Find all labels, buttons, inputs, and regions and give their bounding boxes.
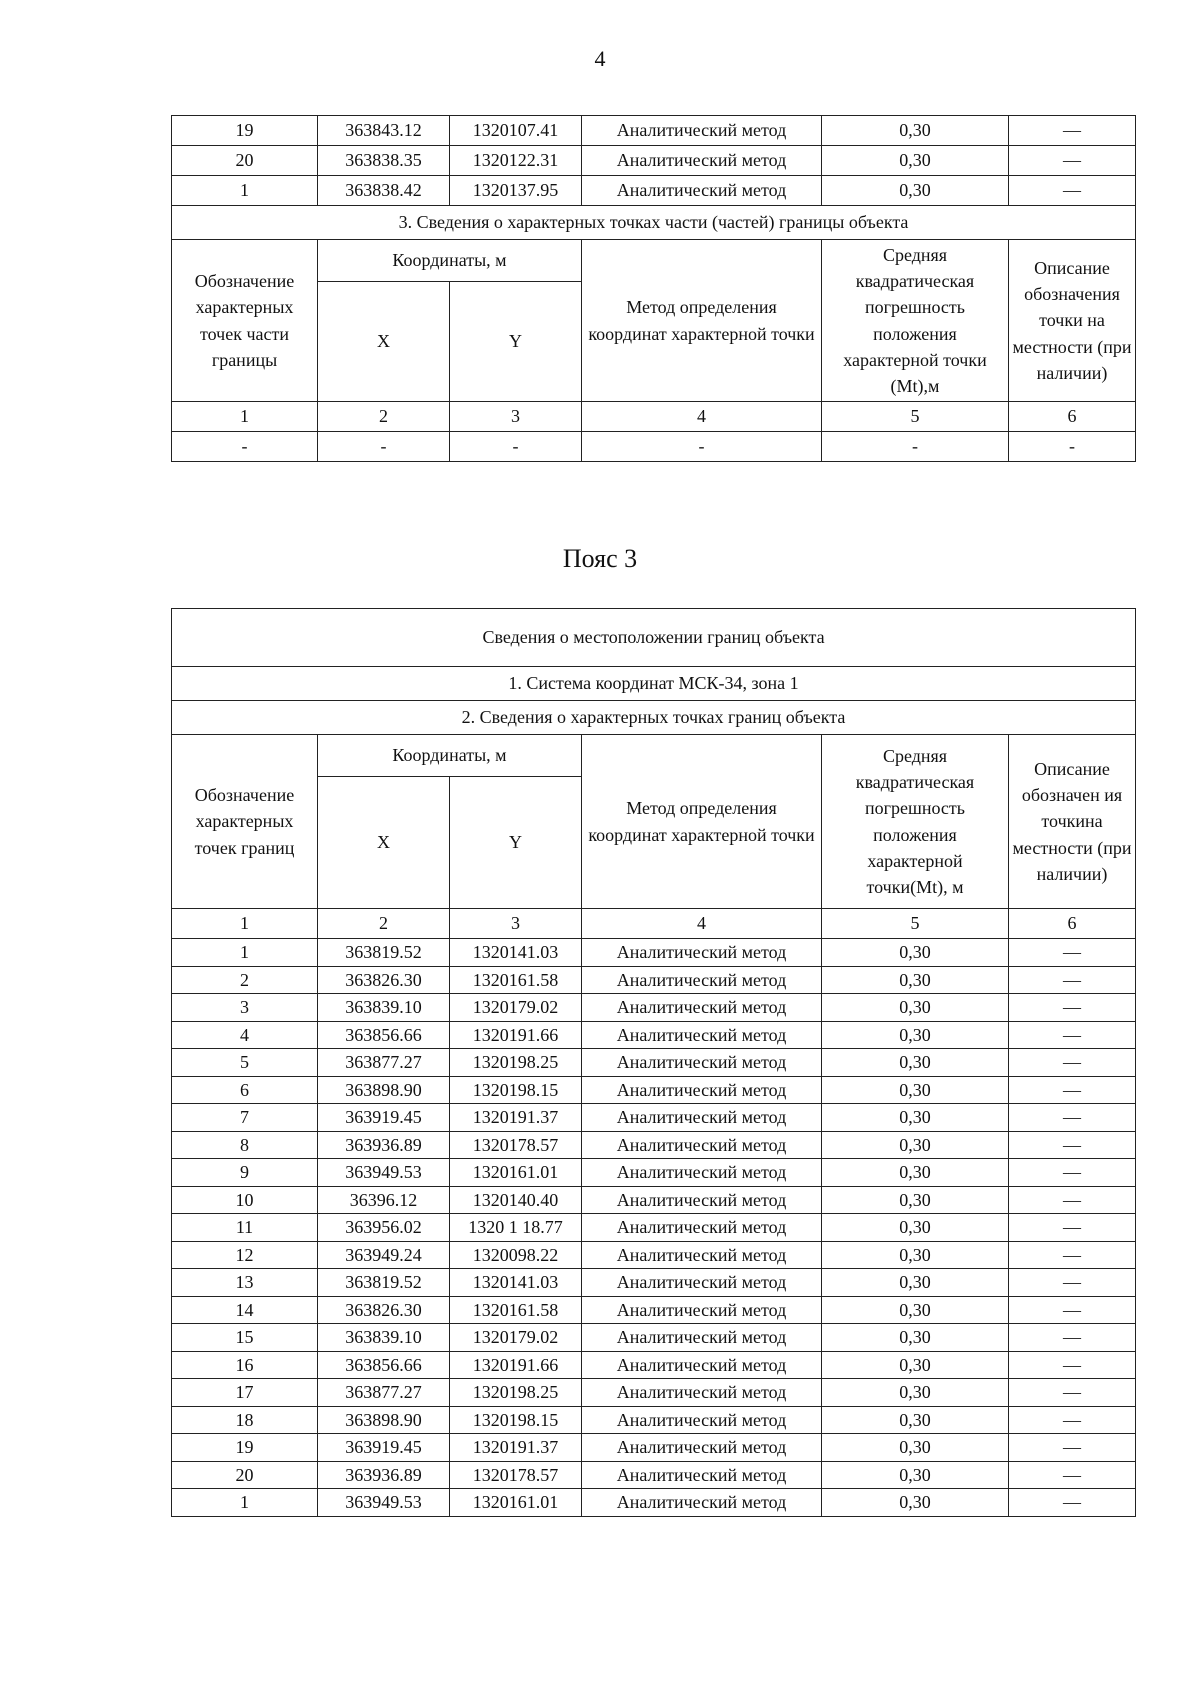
description: — [1009, 1406, 1136, 1434]
point-number: 11 [172, 1214, 318, 1242]
table-row [172, 1131, 1136, 1159]
col-num: 4 [582, 909, 822, 939]
description: — [1009, 1241, 1136, 1269]
description: — [1009, 1379, 1136, 1407]
point-number: 16 [172, 1351, 318, 1379]
coord-y: 1320191.66 [450, 1351, 582, 1379]
coord-y: 1320098.22 [450, 1241, 582, 1269]
table-row [172, 1351, 1136, 1379]
coord-x: 363919.45 [318, 1434, 450, 1462]
point-number: 10 [172, 1186, 318, 1214]
description: — [1009, 1131, 1136, 1159]
point-number: 18 [172, 1406, 318, 1434]
description: — [1009, 1351, 1136, 1379]
col-num: 6 [1009, 909, 1136, 939]
description: — [1009, 176, 1136, 206]
section-title: Пояс 3 [562, 544, 638, 573]
coord-y: 1320191.37 [450, 1434, 582, 1462]
header-coordinates: Координаты, м [318, 240, 582, 282]
col-num: 1 [172, 909, 318, 939]
coord-x: 363898.90 [318, 1076, 450, 1104]
mean-error: 0,30 [822, 1489, 1009, 1517]
point-number: 12 [172, 1241, 318, 1269]
coord-y: 1320 1 18.77 [450, 1214, 582, 1242]
coord-y: 1320179.02 [450, 1324, 582, 1352]
header-y: Y [450, 282, 582, 402]
header-method: Метод определения координат характерной точки [582, 240, 822, 402]
col-num: 3 [450, 402, 582, 432]
table-row [172, 1489, 1136, 1517]
mean-error: 0,30 [822, 146, 1009, 176]
description: — [1009, 1489, 1136, 1517]
point-number: 1 [172, 939, 318, 967]
description: — [1009, 1076, 1136, 1104]
boundary-part-table [171, 115, 1136, 462]
mean-error: 0,30 [822, 1186, 1009, 1214]
col-num: 5 [822, 402, 1009, 432]
method: Аналитический метод [582, 1461, 822, 1489]
header-mean-error: Средняя квадратическая погрешность положения характерной точки(Mt), м [822, 735, 1009, 909]
coord-y: 1320141.03 [450, 1269, 582, 1297]
mean-error: 0,30 [822, 1131, 1009, 1159]
coord-y: 1320198.25 [450, 1049, 582, 1077]
table-row [172, 1406, 1136, 1434]
table2-point-rows [172, 939, 1136, 1517]
description: — [1009, 1296, 1136, 1324]
point-number: 3 [172, 994, 318, 1022]
header-method: Метод определения координат характерной точки [582, 735, 822, 909]
coord-y: 1320161.58 [450, 1296, 582, 1324]
coord-x: 363839.10 [318, 994, 450, 1022]
description: — [1009, 966, 1136, 994]
method: Аналитический метод [582, 939, 822, 967]
boundary-location-table [171, 608, 1136, 1517]
section3-title: 3. Сведения о характерных точках части (частей) границы объекта [172, 206, 1136, 240]
mean-error: 0,30 [822, 1159, 1009, 1187]
coord-x: 363856.66 [318, 1021, 450, 1049]
empty-cell: - [318, 432, 450, 462]
mean-error: 0,30 [822, 116, 1009, 146]
empty-cell: - [450, 432, 582, 462]
method: Аналитический метод [582, 1104, 822, 1132]
coord-x: 363877.27 [318, 1379, 450, 1407]
coord-x: 363838.35 [318, 146, 450, 176]
col-num: 1 [172, 402, 318, 432]
table-row [172, 939, 1136, 967]
coord-x: 36396.12 [318, 1186, 450, 1214]
coord-x: 363826.30 [318, 1296, 450, 1324]
table-row [172, 1021, 1136, 1049]
coord-x: 363919.45 [318, 1104, 450, 1132]
coord-y: 1320191.37 [450, 1104, 582, 1132]
method: Аналитический метод [582, 1241, 822, 1269]
coord-y: 1320161.01 [450, 1159, 582, 1187]
table-row [172, 1186, 1136, 1214]
method: Аналитический метод [582, 1214, 822, 1242]
description: — [1009, 1104, 1136, 1132]
description: — [1009, 939, 1136, 967]
point-number: 7 [172, 1104, 318, 1132]
point-number: 6 [172, 1076, 318, 1104]
point-number: 20 [172, 1461, 318, 1489]
method: Аналитический метод [582, 1351, 822, 1379]
col-num: 4 [582, 402, 822, 432]
mean-error: 0,30 [822, 1434, 1009, 1462]
page-number: 4 [594, 46, 606, 71]
point-number: 20 [172, 146, 318, 176]
description: — [1009, 1269, 1136, 1297]
point-number: 13 [172, 1269, 318, 1297]
table-row [172, 1461, 1136, 1489]
coord-x: 363839.10 [318, 1324, 450, 1352]
method: Аналитический метод [582, 1296, 822, 1324]
mean-error: 0,30 [822, 1351, 1009, 1379]
table-row [172, 966, 1136, 994]
header-point-designation: Обозначение характерных точек границ [172, 735, 318, 909]
description: — [1009, 1214, 1136, 1242]
coord-y: 1320122.31 [450, 146, 582, 176]
coord-y: 1320140.40 [450, 1186, 582, 1214]
header-x: X [318, 777, 450, 909]
mean-error: 0,30 [822, 1214, 1009, 1242]
coord-x: 363956.02 [318, 1214, 450, 1242]
mean-error: 0,30 [822, 1269, 1009, 1297]
table-row [172, 1434, 1136, 1462]
header-x: X [318, 282, 450, 402]
coord-x: 363949.53 [318, 1159, 450, 1187]
coord-y: 1320198.25 [450, 1379, 582, 1407]
method: Аналитический метод [582, 1049, 822, 1077]
coordinate-system: 1. Система координат МСК-34, зона 1 [172, 667, 1136, 701]
method: Аналитический метод [582, 1379, 822, 1407]
coord-x: 363936.89 [318, 1131, 450, 1159]
table-row [172, 1214, 1136, 1242]
mean-error: 0,30 [822, 1379, 1009, 1407]
coord-y: 1320137.95 [450, 176, 582, 206]
point-number: 9 [172, 1159, 318, 1187]
table-row [172, 1104, 1136, 1132]
table-row [172, 1076, 1136, 1104]
method: Аналитический метод [582, 1159, 822, 1187]
column-numbers-row [172, 909, 1136, 939]
header-point-designation: Обозначение характерных точек части границы [172, 240, 318, 402]
method: Аналитический метод [582, 1489, 822, 1517]
coord-y: 1320141.03 [450, 939, 582, 967]
description: — [1009, 1324, 1136, 1352]
description: — [1009, 1461, 1136, 1489]
method: Аналитический метод [582, 966, 822, 994]
point-number: 4 [172, 1021, 318, 1049]
coord-y: 1320198.15 [450, 1406, 582, 1434]
col-num: 6 [1009, 402, 1136, 432]
table-row [172, 116, 1136, 146]
point-number: 17 [172, 1379, 318, 1407]
header-description: Описание обозначен ия точкина местности (при наличии) [1009, 735, 1136, 909]
method: Аналитический метод [582, 116, 822, 146]
description: — [1009, 994, 1136, 1022]
description: — [1009, 1049, 1136, 1077]
point-number: 14 [172, 1296, 318, 1324]
point-number: 1 [172, 1489, 318, 1517]
point-number: 5 [172, 1049, 318, 1077]
description: — [1009, 1159, 1136, 1187]
point-number: 19 [172, 1434, 318, 1462]
method: Аналитический метод [582, 994, 822, 1022]
mean-error: 0,30 [822, 1406, 1009, 1434]
point-number: 15 [172, 1324, 318, 1352]
table-row [172, 1049, 1136, 1077]
method: Аналитический метод [582, 1269, 822, 1297]
description: — [1009, 1021, 1136, 1049]
table-row [172, 1269, 1136, 1297]
point-number: 1 [172, 176, 318, 206]
method: Аналитический метод [582, 1021, 822, 1049]
mean-error: 0,30 [822, 1021, 1009, 1049]
empty-cell: - [1009, 432, 1136, 462]
table-row [172, 1159, 1136, 1187]
table-row [172, 994, 1136, 1022]
coord-y: 1320178.57 [450, 1131, 582, 1159]
coord-x: 363949.24 [318, 1241, 450, 1269]
mean-error: 0,30 [822, 966, 1009, 994]
coord-y: 1320179.02 [450, 994, 582, 1022]
table1-point-rows [172, 116, 1136, 206]
coord-x: 363877.27 [318, 1049, 450, 1077]
table-row [172, 146, 1136, 176]
point-number: 8 [172, 1131, 318, 1159]
coord-y: 1320178.57 [450, 1461, 582, 1489]
table-row [172, 176, 1136, 206]
coord-x: 363898.90 [318, 1406, 450, 1434]
method: Аналитический метод [582, 1186, 822, 1214]
coord-x: 363856.66 [318, 1351, 450, 1379]
mean-error: 0,30 [822, 1241, 1009, 1269]
method: Аналитический метод [582, 1434, 822, 1462]
point-number: 2 [172, 966, 318, 994]
method: Аналитический метод [582, 176, 822, 206]
header-y: Y [450, 777, 582, 909]
mean-error: 0,30 [822, 1076, 1009, 1104]
coord-x: 363949.53 [318, 1489, 450, 1517]
coord-y: 1320161.01 [450, 1489, 582, 1517]
mean-error: 0,30 [822, 176, 1009, 206]
method: Аналитический метод [582, 1406, 822, 1434]
col-num: 2 [318, 402, 450, 432]
coord-x: 363936.89 [318, 1461, 450, 1489]
method: Аналитический метод [582, 146, 822, 176]
header-mean-error: Средняя квадратическая погрешность положения характерной точки (Mt),м [822, 240, 1009, 402]
coord-x: 363819.52 [318, 1269, 450, 1297]
mean-error: 0,30 [822, 1324, 1009, 1352]
empty-cell: - [822, 432, 1009, 462]
section2-title: 2. Сведения о характерных точках границ объекта [172, 701, 1136, 735]
description: — [1009, 1434, 1136, 1462]
coord-x: 363826.30 [318, 966, 450, 994]
header-description: Описание обозначения точки на местности (при наличии) [1009, 240, 1136, 402]
description: — [1009, 146, 1136, 176]
coord-y: 1320161.58 [450, 966, 582, 994]
description: — [1009, 116, 1136, 146]
empty-cell: - [582, 432, 822, 462]
table-row [172, 1241, 1136, 1269]
mean-error: 0,30 [822, 1296, 1009, 1324]
method: Аналитический метод [582, 1076, 822, 1104]
point-number: 19 [172, 116, 318, 146]
table2-title: Сведения о местоположении границ объекта [172, 609, 1136, 667]
table-row [172, 1324, 1136, 1352]
coord-x: 363819.52 [318, 939, 450, 967]
table-row [172, 1379, 1136, 1407]
empty-data-row [172, 432, 1136, 462]
coord-y: 1320198.15 [450, 1076, 582, 1104]
col-num: 5 [822, 909, 1009, 939]
coord-y: 1320191.66 [450, 1021, 582, 1049]
coord-x: 363843.12 [318, 116, 450, 146]
table-row [172, 1296, 1136, 1324]
mean-error: 0,30 [822, 1104, 1009, 1132]
method: Аналитический метод [582, 1324, 822, 1352]
mean-error: 0,30 [822, 939, 1009, 967]
mean-error: 0,30 [822, 1049, 1009, 1077]
col-num: 2 [318, 909, 450, 939]
coord-x: 363838.42 [318, 176, 450, 206]
col-num: 3 [450, 909, 582, 939]
empty-cell: - [172, 432, 318, 462]
mean-error: 0,30 [822, 1461, 1009, 1489]
coord-y: 1320107.41 [450, 116, 582, 146]
header-coordinates: Координаты, м [318, 735, 582, 777]
method: Аналитический метод [582, 1131, 822, 1159]
description: — [1009, 1186, 1136, 1214]
mean-error: 0,30 [822, 994, 1009, 1022]
column-numbers-row [172, 402, 1136, 432]
